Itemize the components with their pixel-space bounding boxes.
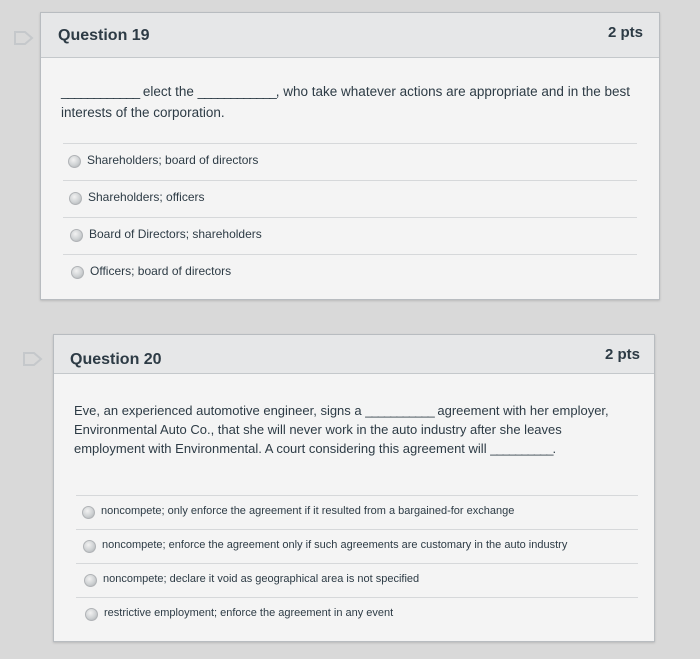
answer-list [63,143,637,291]
question-text-part: agreement with her employer, [433,403,609,418]
question-header [54,335,654,374]
question-text-part: . [552,441,557,456]
question-text-part: Eve, an experienced automotive engineer, signs a [74,403,366,418]
question-text [61,81,651,123]
blank: ____________ [61,84,140,99]
answer-option[interactable] [76,495,638,529]
radio-button[interactable] [85,608,98,621]
flag-icon[interactable] [23,352,43,366]
blank: ____________ [197,84,276,99]
radio-button[interactable] [70,229,83,242]
answer-list [76,495,638,631]
answer-label[interactable]: Officers; board of directors [90,264,232,278]
question-text-part: Environmental Auto Co., that she will never work in the auto industry after she leaves [74,422,562,437]
answer-label[interactable]: Shareholders; board of directors [87,153,259,167]
blank: ___________ [365,403,434,418]
answer-label[interactable]: Shareholders; officers [88,190,205,204]
answer-option[interactable] [76,563,638,597]
question-text [74,401,644,458]
flag-icon[interactable] [14,31,34,45]
answer-option[interactable] [63,143,637,180]
radio-button[interactable] [68,155,81,168]
radio-button[interactable] [71,266,84,279]
question-header [41,13,659,58]
answer-label[interactable]: Board of Directors; shareholders [89,227,262,241]
question-points: 2 pts [607,24,643,41]
question-text-part: , who take whatever actions are appropriate and in the best [275,84,630,99]
question-card [40,12,660,300]
answer-label[interactable]: noncompete; declare it void as geographical area is not specified [103,573,420,585]
radio-button[interactable] [69,192,82,205]
blank: __________ [490,441,553,456]
radio-button[interactable] [82,506,95,519]
answer-option[interactable] [63,217,637,254]
radio-button[interactable] [84,574,97,587]
question-title: Question 19 [58,27,150,44]
answer-label[interactable]: noncompete; only enforce the agreement if it resulted from a bargained-for exchange [101,505,515,517]
question-points: 2 pts [604,346,640,363]
answer-label[interactable]: noncompete; enforce the agreement only if such agreements are customary in the auto industry [102,539,568,551]
question-text-part: elect the [139,84,198,99]
question-text-part: interests of the corporation. [61,105,225,120]
question-text-part: employment with Environmental. A court considering this agreement will [74,441,491,456]
answer-label[interactable]: restrictive employment; enforce the agreement in any event [104,607,394,619]
question-card [53,334,655,642]
answer-option[interactable] [63,180,637,217]
question-title: Question 20 [70,351,162,368]
answer-option[interactable] [76,597,638,631]
radio-button[interactable] [83,540,96,553]
answer-option[interactable] [63,254,637,291]
answer-option[interactable] [76,529,638,563]
